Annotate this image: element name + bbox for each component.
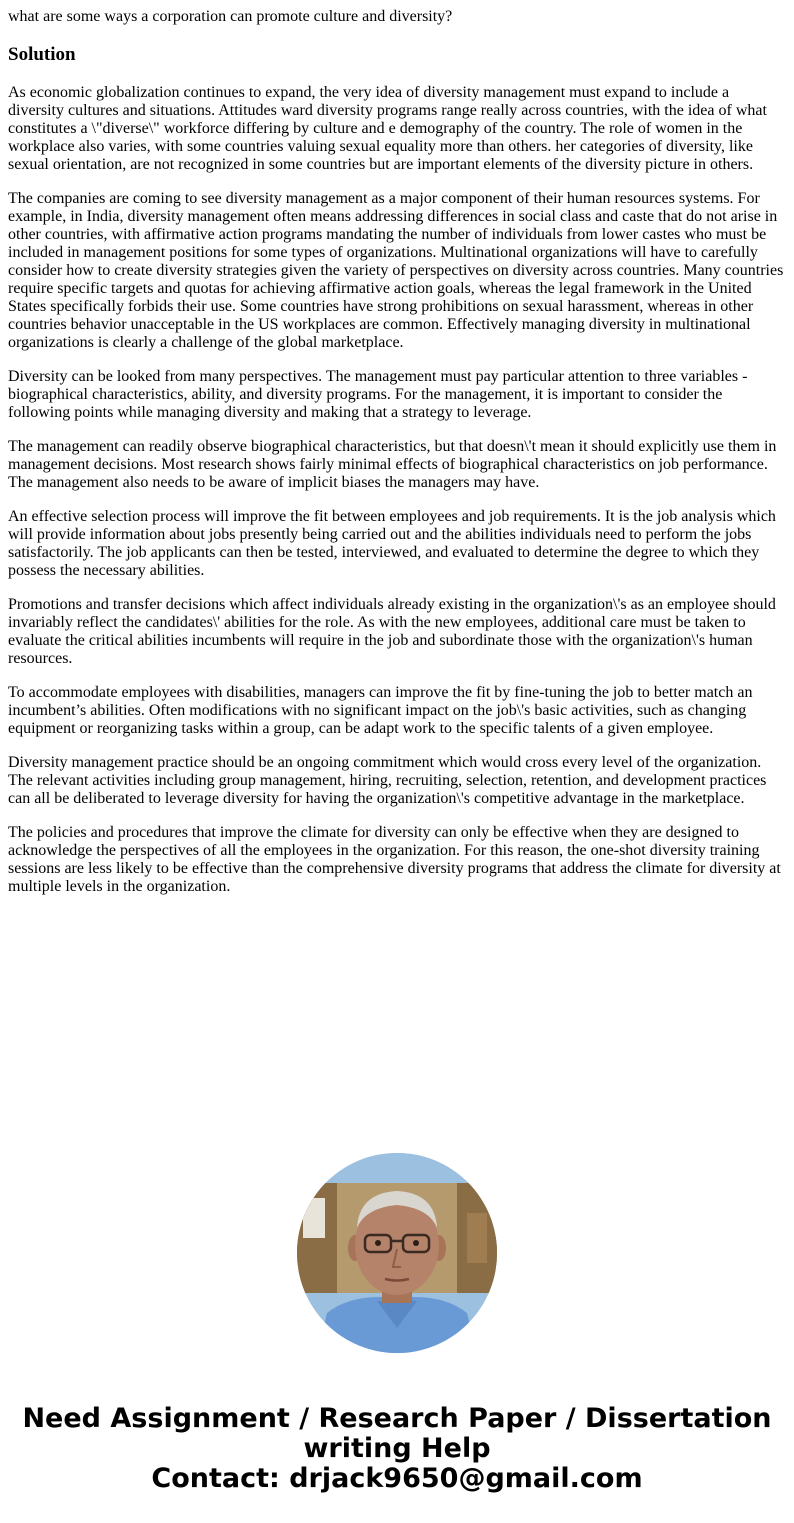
solution-paragraph: An effective selection process will improve the fit between employees and job requirements. It is the job analysis which will provide information about jobs presently being carried out and the abilities individuals need to perform the jobs satisfactorily. The job applicants can then be tested, interviewed, and evaluated to determine the degree to which they possess the necessary abilities. bbox=[8, 508, 776, 579]
document-body bbox=[8, 8, 786, 896]
author-avatar bbox=[297, 1153, 497, 1353]
solution-paragraph: Diversity management practice should be an ongoing commitment which would cross every level of the organization. The relevant activities including group management, hiring, recruiting, selection, retention, and development practices can all be deliberated to leverage diversity for having the organization\'s competitive advantage in the marketplace. bbox=[8, 754, 767, 807]
author-portrait bbox=[297, 1153, 497, 1353]
banner-line: Need Assignment / Research Paper / Dissertation bbox=[22, 1403, 772, 1434]
solution-paragraph: Promotions and transfer decisions which affect individuals already existing in the organization\'s as an employee should invariably reflect the candidates\' abilities for the role. As with the new employees, additional care must be taken to evaluate the critical abilities incumbents will require in the job and subordinate those with the organization\'s human resources. bbox=[8, 596, 776, 667]
solution-paragraph: As economic globalization continues to expand, the very idea of diversity management must expand to include a diversity cultures and situations. Attitudes ward diversity programs range really across countries, with the idea of what constitutes a \"diverse\" workforce differing by culture and e demography of the country. The role of women in the workplace also varies, with some countries valuing sexual equality more than others. her categories of diversity, like sexual orientation, are not recognized in some countries but are important elements of the diversity picture in others. bbox=[8, 84, 767, 173]
solution-paragraph: To accommodate employees with disabilities, managers can improve the fit by fine-tuning the job to better match an incumbent’s abilities. Often modifications with no significant impact on the job\'s basic activities, such as changing equipment or reorganizing tasks within a group, can be adapt work to the specific talents of a given employee. bbox=[8, 684, 753, 737]
solution-paragraph: The management can readily observe biographical characteristics, but that doesn\'t mean it should explicitly use them in management decisions. Most research shows fairly minimal effects of biographical characteristics on job performance. The management also needs to be aware of implicit biases the managers may have. bbox=[8, 438, 777, 491]
contact-email: Contact: drjack9650@gmail.com bbox=[151, 1463, 643, 1494]
contact-banner bbox=[0, 1404, 794, 1494]
solution-paragraph: Diversity can be looked from many perspectives. The management must pay particular attention to three variables - biographical characteristics, ability, and diversity programs. For the management, it is important to consider the following points while managing diversity and making that a strategy to leverage. bbox=[8, 368, 748, 421]
solution-paragraph: The policies and procedures that improve the climate for diversity can only be effective when they are designed to acknowledge the perspectives of all the employees in the organization. For this reason, the one-shot diversity training sessions are less likely to be effective than the comprehensive diversity programs that address the climate for diversity at multiple levels in the organization. bbox=[8, 824, 781, 895]
question-text: what are some ways a corporation can promote culture and diversity? bbox=[8, 8, 453, 25]
solution-heading: Solution bbox=[8, 44, 76, 65]
solution-paragraph: The companies are coming to see diversity management as a major component of their human resources systems. For example, in India, diversity management often means addressing differences in social class and caste that do not arise in other countries, with affirmative action programs mandating the number of individuals from lower castes who must be included in management positions for some types of organizations. Multinational organizations will have to carefully consider how to create diversity strategies given the variety of perspectives on diversity across countries. Many countries require specific targets and quotas for achieving affirmative action goals, whereas the legal framework in the United States specifically forbids their use. Some countries have strong prohibitions on sexual harassment, whereas in other countries behavior unacceptable in the US workplaces are common. Effectively managing diversity in multinational organizations is clearly a challenge of the global marketplace. bbox=[8, 190, 784, 351]
banner-line: writing Help bbox=[303, 1433, 491, 1464]
